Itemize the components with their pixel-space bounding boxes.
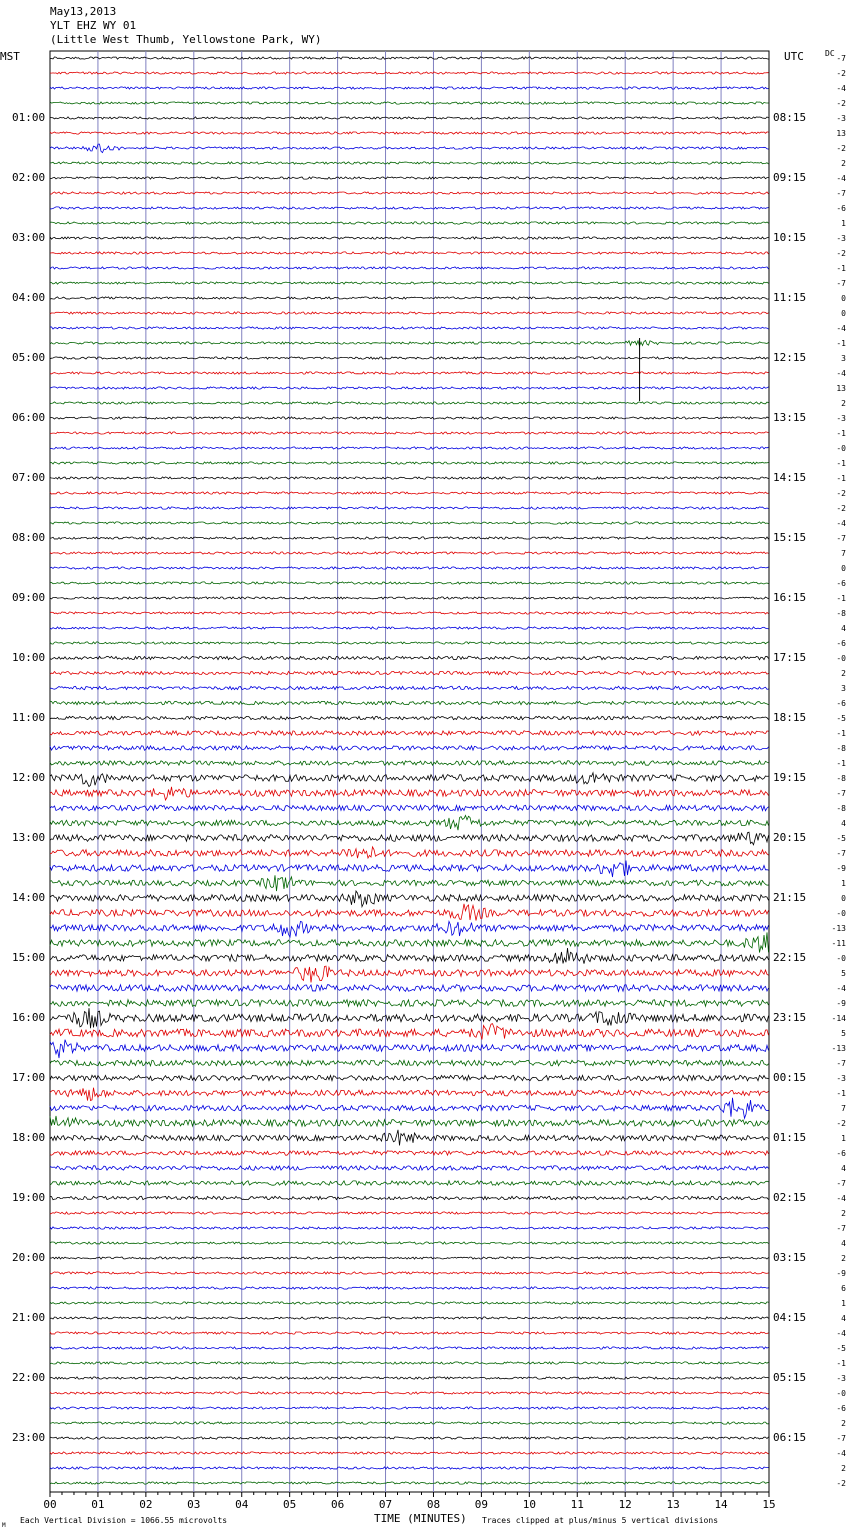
dc-offset-label: 2 bbox=[841, 399, 846, 408]
dc-offset-label: 2 bbox=[841, 1419, 846, 1428]
mst-hour-label: 16:00 bbox=[12, 1011, 46, 1024]
mst-hour-label: 13:00 bbox=[12, 831, 46, 844]
utc-hour-label: 19:15 bbox=[773, 771, 807, 784]
mst-hour-label: 05:00 bbox=[12, 351, 46, 364]
trace-row bbox=[50, 387, 769, 389]
dc-offset-label: -0 bbox=[836, 444, 846, 453]
mst-hour-label: 12:00 bbox=[12, 771, 46, 784]
trace-row bbox=[50, 132, 769, 134]
trace-row bbox=[50, 1347, 769, 1349]
utc-axis-label: UTC bbox=[784, 50, 804, 63]
header-location: (Little West Thumb, Yellowstone Park, WY) bbox=[50, 33, 322, 46]
trace-row bbox=[50, 162, 769, 164]
trace-row bbox=[50, 805, 769, 811]
trace-row bbox=[50, 642, 769, 644]
x-tick-label: 06 bbox=[330, 1498, 345, 1511]
trace-row bbox=[50, 1088, 769, 1101]
trace-row bbox=[50, 522, 769, 524]
x-tick-label: 15 bbox=[762, 1498, 776, 1511]
mst-axis-label: MST bbox=[0, 50, 20, 63]
trace-row bbox=[50, 1212, 769, 1214]
dc-offset-label: -7 bbox=[836, 279, 846, 288]
trace-row bbox=[50, 1302, 769, 1304]
time-axis bbox=[43, 1492, 775, 1511]
dc-offset-label: -11 bbox=[831, 939, 846, 948]
dc-offset-label: 5 bbox=[841, 969, 846, 978]
dc-offset-label: 4 bbox=[841, 1239, 846, 1248]
dc-offset-label: -8 bbox=[836, 609, 846, 618]
dc-offset-label: -7 bbox=[836, 1434, 846, 1443]
trace-row bbox=[50, 1130, 769, 1146]
dc-offset-label: 4 bbox=[841, 1314, 846, 1323]
dc-offset-label: 0 bbox=[841, 894, 846, 903]
trace-row bbox=[50, 656, 769, 659]
dc-offset-label: -2 bbox=[836, 1119, 846, 1128]
trace-row bbox=[50, 1181, 769, 1185]
trace-row bbox=[50, 1098, 769, 1119]
trace-row bbox=[50, 1377, 769, 1379]
trace-row bbox=[50, 746, 769, 750]
x-tick-label: 14 bbox=[714, 1498, 728, 1511]
trace-row bbox=[50, 537, 769, 539]
utc-hour-label: 14:15 bbox=[773, 471, 807, 484]
dc-offset-label: -7 bbox=[836, 1179, 846, 1188]
trace-row bbox=[50, 701, 769, 704]
utc-hour-label: 01:15 bbox=[773, 1131, 807, 1144]
trace-row bbox=[50, 1362, 769, 1364]
utc-hour-label: 13:15 bbox=[773, 411, 807, 424]
dc-offset-label: -1 bbox=[836, 339, 846, 348]
trace-row bbox=[50, 948, 769, 964]
trace-row bbox=[50, 716, 769, 719]
dc-offset-label: 2 bbox=[841, 1209, 846, 1218]
dc-offset-label: 3 bbox=[841, 684, 846, 693]
mst-hour-label: 22:00 bbox=[12, 1371, 46, 1384]
dc-offset-label: -1 bbox=[836, 729, 846, 738]
dc-offset-label: 1 bbox=[841, 219, 846, 228]
utc-hour-label: 11:15 bbox=[773, 291, 807, 304]
trace-row bbox=[50, 686, 769, 689]
trace-row bbox=[50, 1332, 769, 1334]
trace-row bbox=[50, 1482, 769, 1484]
utc-hour-label: 16:15 bbox=[773, 591, 807, 604]
utc-hour-label: 20:15 bbox=[773, 831, 807, 844]
mst-hour-label: 18:00 bbox=[12, 1131, 46, 1144]
trace-row bbox=[50, 1242, 769, 1244]
dc-offset-label: -2 bbox=[836, 1479, 846, 1488]
utc-hour-label: 06:15 bbox=[773, 1431, 807, 1444]
trace-row bbox=[50, 222, 769, 224]
trace-row bbox=[50, 966, 769, 982]
dc-offset-label: -7 bbox=[836, 1224, 846, 1233]
dc-offset-label: -2 bbox=[836, 69, 846, 78]
x-tick-label: 03 bbox=[187, 1498, 201, 1511]
mst-hour-label: 11:00 bbox=[12, 711, 46, 724]
mst-hour-label: 10:00 bbox=[12, 651, 46, 664]
x-tick-label: 08 bbox=[426, 1498, 441, 1511]
trace-row bbox=[50, 612, 769, 614]
dc-offset-label: -13 bbox=[831, 924, 846, 933]
dc-offset-label: 6 bbox=[841, 1284, 846, 1293]
x-tick-label: 00 bbox=[43, 1498, 57, 1511]
mst-hour-label: 23:00 bbox=[12, 1431, 46, 1444]
trace-row bbox=[50, 1437, 769, 1439]
trace-row bbox=[50, 507, 769, 509]
dc-offset-label: -4 bbox=[836, 324, 846, 333]
dc-offset-label: -3 bbox=[836, 234, 846, 243]
trace-row bbox=[50, 1060, 769, 1066]
trace-row bbox=[50, 144, 769, 153]
dc-offset-label: -1 bbox=[836, 264, 846, 273]
trace-row bbox=[50, 372, 769, 374]
dc-offset-label: -6 bbox=[836, 204, 846, 213]
dc-offset-label: 1 bbox=[841, 1134, 846, 1143]
mst-hour-label: 08:00 bbox=[12, 531, 46, 544]
dc-offset-label: -6 bbox=[836, 1404, 846, 1413]
trace-row bbox=[50, 72, 769, 74]
dc-offset-label: -0 bbox=[836, 654, 846, 663]
mst-hour-label: 01:00 bbox=[12, 111, 46, 124]
trace-row bbox=[50, 787, 769, 800]
trace-row bbox=[50, 192, 769, 194]
trace-row bbox=[50, 327, 769, 329]
dc-offset-label: -1 bbox=[836, 1359, 846, 1368]
trace-row bbox=[50, 1227, 769, 1229]
x-tick-label: 13 bbox=[666, 1498, 680, 1511]
x-tick-label: 04 bbox=[235, 1498, 249, 1511]
dc-offset-label: -1 bbox=[836, 459, 846, 468]
dc-offset-label: -8 bbox=[836, 774, 846, 783]
utc-hour-label: 10:15 bbox=[773, 231, 807, 244]
utc-hour-label: 05:15 bbox=[773, 1371, 807, 1384]
trace-row bbox=[50, 1008, 769, 1028]
trace-row bbox=[50, 177, 769, 179]
trace-row bbox=[50, 773, 769, 787]
mst-hour-label: 09:00 bbox=[12, 591, 46, 604]
trace-row bbox=[50, 1040, 769, 1058]
dc-offset-label: 1 bbox=[841, 1299, 846, 1308]
dc-offset-label: -9 bbox=[836, 864, 846, 873]
dc-offset-label: -7 bbox=[836, 189, 846, 198]
mst-hour-label: 02:00 bbox=[12, 171, 46, 184]
trace-row bbox=[50, 671, 769, 674]
trace-row bbox=[50, 847, 769, 858]
dc-offset-label: 2 bbox=[841, 669, 846, 678]
dc-offset-label: -2 bbox=[836, 504, 846, 513]
trace-row bbox=[50, 1075, 769, 1081]
utc-hour-label: 21:15 bbox=[773, 891, 807, 904]
dc-offset-label: -4 bbox=[836, 1194, 846, 1203]
mst-hour-label: 20:00 bbox=[12, 1251, 46, 1264]
dc-offset-label: -3 bbox=[836, 1374, 846, 1383]
scale-note: Each Vertical Division = 1066.55 microvolts bbox=[20, 1516, 228, 1525]
dc-offset-label: -8 bbox=[836, 744, 846, 753]
dc-offset-label: -1 bbox=[836, 429, 846, 438]
dc-offset-label: 2 bbox=[841, 1464, 846, 1473]
x-tick-label: 10 bbox=[522, 1498, 536, 1511]
dc-offset-label: 13 bbox=[836, 384, 846, 393]
trace-row bbox=[50, 297, 769, 299]
dc-offset-label: -3 bbox=[836, 114, 846, 123]
dc-offset-label: -7 bbox=[836, 54, 846, 63]
trace-row bbox=[50, 627, 769, 629]
trace-row bbox=[50, 1452, 769, 1454]
mst-hour-label: 19:00 bbox=[12, 1191, 46, 1204]
trace-row bbox=[50, 1272, 769, 1274]
trace-row bbox=[50, 1166, 769, 1170]
dc-offset-label: -4 bbox=[836, 84, 846, 93]
dc-offset-label: -5 bbox=[836, 1344, 846, 1353]
trace-row bbox=[50, 57, 769, 59]
x-tick-label: 11 bbox=[570, 1498, 584, 1511]
trace-row bbox=[50, 357, 769, 359]
x-axis-title: TIME (MINUTES) bbox=[374, 1512, 467, 1525]
trace-row bbox=[50, 1422, 769, 1424]
trace-row bbox=[50, 252, 769, 254]
dc-offset-label: -6 bbox=[836, 1149, 846, 1158]
dc-offset-label: 2 bbox=[841, 159, 846, 168]
corner-mark: M bbox=[2, 1522, 6, 1529]
dc-offset-label: -6 bbox=[836, 639, 846, 648]
trace-row bbox=[50, 1151, 769, 1155]
trace-row bbox=[50, 340, 769, 346]
utc-hour-label: 00:15 bbox=[773, 1071, 807, 1084]
trace-row bbox=[50, 1196, 769, 1199]
trace-row bbox=[50, 477, 769, 479]
utc-hour-label: 18:15 bbox=[773, 711, 807, 724]
dc-offset-label: -4 bbox=[836, 369, 846, 378]
trace-row bbox=[50, 1000, 769, 1007]
trace-row bbox=[50, 432, 769, 434]
mst-hour-label: 06:00 bbox=[12, 411, 46, 424]
seismic-traces bbox=[50, 57, 769, 1484]
dc-offset-label: 0 bbox=[841, 564, 846, 573]
dc-offset-label: -3 bbox=[836, 1074, 846, 1083]
dc-offset-label: -2 bbox=[836, 99, 846, 108]
x-tick-label: 09 bbox=[474, 1498, 489, 1511]
dc-offset-label: -2 bbox=[836, 489, 846, 498]
trace-row bbox=[50, 921, 769, 937]
mst-hour-label: 15:00 bbox=[12, 951, 46, 964]
dc-offset-label: -0 bbox=[836, 909, 846, 918]
dc-offset-label: -7 bbox=[836, 1059, 846, 1068]
trace-row bbox=[50, 815, 769, 830]
trace-row bbox=[50, 904, 769, 921]
utc-hour-label: 12:15 bbox=[773, 351, 807, 364]
x-tick-label: 12 bbox=[618, 1498, 632, 1511]
trace-row bbox=[50, 1317, 769, 1319]
clip-note: Traces clipped at plus/minus 5 vertical divisions bbox=[482, 1516, 719, 1525]
trace-row bbox=[50, 731, 769, 735]
x-tick-label: 01 bbox=[91, 1498, 105, 1511]
dc-offset-label: 1 bbox=[841, 879, 846, 888]
trace-row bbox=[50, 861, 769, 878]
trace-row bbox=[50, 1467, 769, 1469]
utc-hour-label: 09:15 bbox=[773, 171, 807, 184]
dc-offset-label: -6 bbox=[836, 699, 846, 708]
trace-row bbox=[50, 447, 769, 449]
utc-hour-label: 03:15 bbox=[773, 1251, 807, 1264]
dc-offset-label: -4 bbox=[836, 1329, 846, 1338]
utc-hour-label: 22:15 bbox=[773, 951, 807, 964]
dc-offset-label: -5 bbox=[836, 714, 846, 723]
utc-hour-label: 17:15 bbox=[773, 651, 807, 664]
dc-offset-label: 2 bbox=[841, 1254, 846, 1263]
trace-row bbox=[50, 875, 769, 891]
trace-row bbox=[50, 417, 769, 419]
dc-offset-label: -4 bbox=[836, 984, 846, 993]
dc-offset-label: -1 bbox=[836, 594, 846, 603]
trace-row bbox=[50, 282, 769, 284]
trace-row bbox=[50, 237, 769, 239]
header-station: YLT EHZ WY 01 bbox=[50, 19, 137, 32]
trace-row bbox=[50, 267, 769, 269]
trace-row bbox=[50, 1287, 769, 1289]
trace-row bbox=[50, 312, 769, 314]
trace-row bbox=[50, 462, 769, 464]
utc-hour-label: 04:15 bbox=[773, 1311, 807, 1324]
trace-row bbox=[50, 1116, 769, 1126]
mst-hour-label: 07:00 bbox=[12, 471, 46, 484]
dc-offset-label: -1 bbox=[836, 759, 846, 768]
dc-offset-label: -7 bbox=[836, 849, 846, 858]
dc-offset-label: -2 bbox=[836, 144, 846, 153]
dc-offset-label: 7 bbox=[841, 1104, 846, 1113]
dc-offset-label: 13 bbox=[836, 129, 846, 138]
dc-label: DC bbox=[825, 49, 835, 58]
trace-row bbox=[50, 552, 769, 554]
trace-row bbox=[50, 87, 769, 89]
dc-offset-label: -0 bbox=[836, 954, 846, 963]
dc-offset-label: -14 bbox=[831, 1014, 846, 1023]
dc-offset-label: 0 bbox=[841, 294, 846, 303]
mst-hour-label: 21:00 bbox=[12, 1311, 46, 1324]
trace-row bbox=[50, 1392, 769, 1394]
trace-row bbox=[50, 597, 769, 599]
dc-offset-label: 4 bbox=[841, 819, 846, 828]
x-tick-label: 02 bbox=[139, 1498, 153, 1511]
utc-hour-label: 15:15 bbox=[773, 531, 807, 544]
dc-offset-label: -1 bbox=[836, 1089, 846, 1098]
trace-row bbox=[50, 492, 769, 494]
dc-offset-label: -7 bbox=[836, 534, 846, 543]
dc-offset-label: -3 bbox=[836, 414, 846, 423]
dc-offset-label: -7 bbox=[836, 789, 846, 798]
trace-row bbox=[50, 117, 769, 119]
trace-row bbox=[50, 891, 769, 907]
dc-offset-label: -5 bbox=[836, 834, 846, 843]
utc-hour-label: 02:15 bbox=[773, 1191, 807, 1204]
dc-offset-label: -2 bbox=[836, 249, 846, 258]
dc-offset-label: 4 bbox=[841, 624, 846, 633]
trace-row bbox=[50, 102, 769, 104]
dc-offset-label: -4 bbox=[836, 519, 846, 528]
mst-hour-label: 17:00 bbox=[12, 1071, 46, 1084]
trace-row bbox=[50, 582, 769, 584]
dc-offset-label: -4 bbox=[836, 174, 846, 183]
dc-offset-label: 0 bbox=[841, 309, 846, 318]
dc-offset-label: -8 bbox=[836, 804, 846, 813]
dc-offset-label: -9 bbox=[836, 999, 846, 1008]
x-tick-label: 07 bbox=[378, 1498, 393, 1511]
mst-hour-label: 14:00 bbox=[12, 891, 46, 904]
utc-hour-label: 23:15 bbox=[773, 1011, 807, 1024]
trace-row bbox=[50, 832, 769, 845]
dc-offset-label: 3 bbox=[841, 354, 846, 363]
trace-row bbox=[50, 1257, 769, 1259]
trace-row bbox=[50, 1024, 769, 1040]
trace-row bbox=[50, 932, 769, 952]
dc-offset-label: -6 bbox=[836, 579, 846, 588]
utc-hour-label: 08:15 bbox=[773, 111, 807, 124]
dc-offset-label: 5 bbox=[841, 1029, 846, 1038]
mst-hour-label: 03:00 bbox=[12, 231, 46, 244]
mst-hour-label: 04:00 bbox=[12, 291, 46, 304]
dc-offset-label: -9 bbox=[836, 1269, 846, 1278]
dc-offset-label: 4 bbox=[841, 1164, 846, 1173]
trace-row bbox=[50, 985, 769, 992]
dc-offset-label: 7 bbox=[841, 549, 846, 558]
dc-offset-label: -0 bbox=[836, 1389, 846, 1398]
dc-offset-label: -4 bbox=[836, 1449, 846, 1458]
trace-row bbox=[50, 567, 769, 569]
dc-offset-label: -1 bbox=[836, 474, 846, 483]
trace-row bbox=[50, 1407, 769, 1409]
dc-offset-label: -13 bbox=[831, 1044, 846, 1053]
trace-row bbox=[50, 207, 769, 209]
trace-row bbox=[50, 761, 769, 765]
header-date: May13,2013 bbox=[50, 5, 117, 18]
x-tick-label: 05 bbox=[283, 1498, 297, 1511]
trace-row bbox=[50, 402, 769, 404]
